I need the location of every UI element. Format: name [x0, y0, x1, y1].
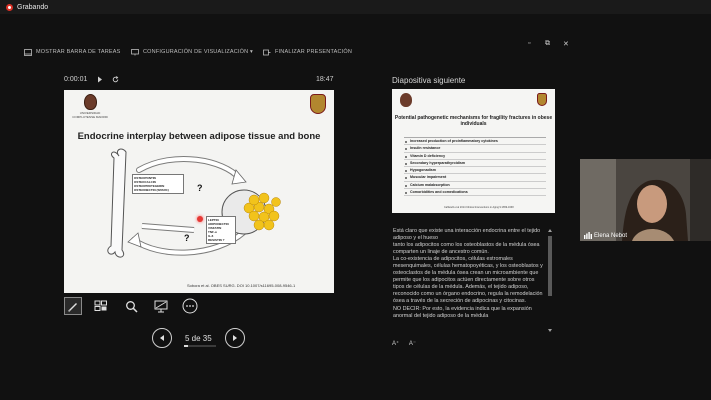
next-slide-list-item: Muscular impairment	[404, 174, 546, 181]
elapsed-timer: 0:00:01	[64, 76, 88, 83]
slide-progress-fill	[184, 345, 188, 347]
question-mark-top: ?	[197, 183, 203, 193]
webcam-tile	[580, 159, 711, 241]
show-taskbar-label: MOSTRAR BARRA DE TAREAS	[36, 49, 121, 55]
next-slide-list-item: Vitamin D deficiency	[404, 153, 546, 160]
crest-icon	[537, 93, 547, 106]
next-slide-list-item: Increased production of proinflammatory cytokines	[404, 138, 546, 145]
recording-label: Grabando	[17, 3, 49, 11]
university-seal-icon	[400, 93, 412, 107]
slide-navigation	[152, 328, 247, 350]
slide-title: Endocrine interplay between adipose tissue and bone	[77, 131, 321, 142]
participant-name-label: Elena Nebot	[594, 232, 628, 239]
next-slide-label: Diapositiva siguiente	[392, 76, 466, 85]
bone-drawing	[108, 149, 126, 257]
pen-tool-button[interactable]	[64, 297, 82, 315]
next-slide-list-item: Hypogonadism	[404, 167, 546, 174]
display-settings-icon	[131, 49, 139, 56]
next-slide-list-item: Secondary hyperparathyroidism	[404, 160, 546, 167]
presenter-tools	[64, 297, 204, 317]
next-slide-preview[interactable]	[392, 89, 555, 213]
close-button[interactable]: ✕	[563, 41, 569, 48]
minimize-button[interactable]: ▫	[528, 40, 531, 47]
next-slide-list-item: Insulin resistance	[404, 145, 546, 152]
display-settings-button[interactable]	[131, 49, 253, 56]
end-presentation-icon	[263, 49, 271, 56]
slide-counter: 5 de 35	[185, 334, 212, 343]
next-slide-title: Potential pathogenetic mechanisms for fragility fractures in obese individuals	[394, 115, 553, 127]
participant-video	[580, 159, 711, 241]
notes-scroll-thumb[interactable]	[548, 236, 552, 296]
scroll-up-icon[interactable]	[547, 228, 553, 233]
speaker-notes[interactable]	[391, 226, 555, 333]
next-slide-citation: Caffarelli et al 2014 Clinical Interventions in Aging 9:1659-1668	[444, 206, 514, 209]
scroll-down-icon[interactable]	[547, 328, 553, 333]
chevron-right-icon	[231, 334, 239, 342]
taskbar-icon	[24, 49, 32, 56]
slide-citation: Sobora et al. OBES SURG. DOI 10.1007/s11695-008-9546-1	[187, 283, 296, 288]
pen-icon	[67, 300, 79, 312]
audio-level-icon	[584, 232, 592, 239]
black-screen-button[interactable]	[152, 297, 170, 315]
show-taskbar-button[interactable]	[24, 49, 120, 56]
display-settings-label: CONFIGURACIÓN DE VISUALIZACIÓN ▾	[143, 49, 254, 55]
previous-slide-button[interactable]	[152, 328, 172, 348]
adipose-factors-box: LEPTIN ADIPONECTIN VISFATIN TNF-α IL-6 RESISTIN ?	[206, 216, 236, 244]
slides-grid-icon	[94, 300, 108, 312]
participant-name	[584, 232, 627, 239]
next-slide-list-item: Calcium malabsorption	[404, 182, 546, 189]
next-slide-list-item: Comorbidities and comedications	[404, 189, 546, 196]
notes-scrollbar[interactable]	[547, 228, 553, 333]
current-slide[interactable]	[64, 90, 334, 293]
timer-row	[64, 76, 334, 86]
clock: 18:47	[316, 76, 334, 83]
end-presentation-label: FINALIZAR PRESENTACIÓN	[275, 49, 353, 55]
recording-icon	[6, 4, 13, 11]
chevron-left-icon	[158, 334, 166, 342]
next-slide-button[interactable]	[225, 328, 245, 348]
play-icon[interactable]	[97, 76, 103, 83]
decrease-font-button[interactable]: A⁻	[408, 341, 417, 347]
next-slide-list	[404, 137, 546, 196]
question-mark-bottom: ?	[184, 233, 190, 243]
screen-icon	[154, 300, 168, 313]
increase-font-button[interactable]: A⁺	[392, 341, 400, 347]
slide-progress-bar	[184, 345, 216, 347]
end-presentation-button[interactable]	[263, 49, 352, 56]
laser-pointer	[197, 216, 203, 222]
university-logo-text: UNIVERSIDAD COMPLUTENSE MADRID	[72, 111, 108, 119]
reset-timer-icon[interactable]	[112, 76, 119, 83]
bone-factors-box: OSTEOPONTIN OSTEOCALCIN OSTEOPROTEGERIN OSTEONECTIN (SPARC)	[132, 174, 184, 194]
see-all-slides-button[interactable]	[92, 297, 110, 315]
more-options-button[interactable]	[181, 297, 199, 315]
recording-bar	[0, 0, 711, 14]
zoom-button[interactable]	[122, 297, 140, 315]
presenter-toolbar	[0, 44, 711, 60]
magnifier-icon	[125, 300, 138, 313]
speaker-notes-text: Está claro que existe una interacción endocrina entre el tejido adiposo y el hueso tanto los adipocitos como los osteoblastos de la médula ósea comparten un linaje de ancestro común. La co-existencia de adipocitos, células estromales mesenquimales, células hematopoyéticas, y los osteoblastos y osteoclastos de la médula ósea crean un microambiente que permite que los adipocitos actúen directamente sobre otros tipos de células de la médula. Además, el tejido adiposo, reconocido como un órgano endocrino, regula la remodelación ósea a través de la secreción de adipocinas y citocinas. NO DECIR: Por esto, la evidencia indica que la expansión anormal del tejido adiposo de la médula	[393, 228, 543, 319]
font-size-controls	[392, 340, 416, 347]
restore-button[interactable]: ⧉	[545, 40, 550, 47]
more-icon	[182, 298, 198, 314]
